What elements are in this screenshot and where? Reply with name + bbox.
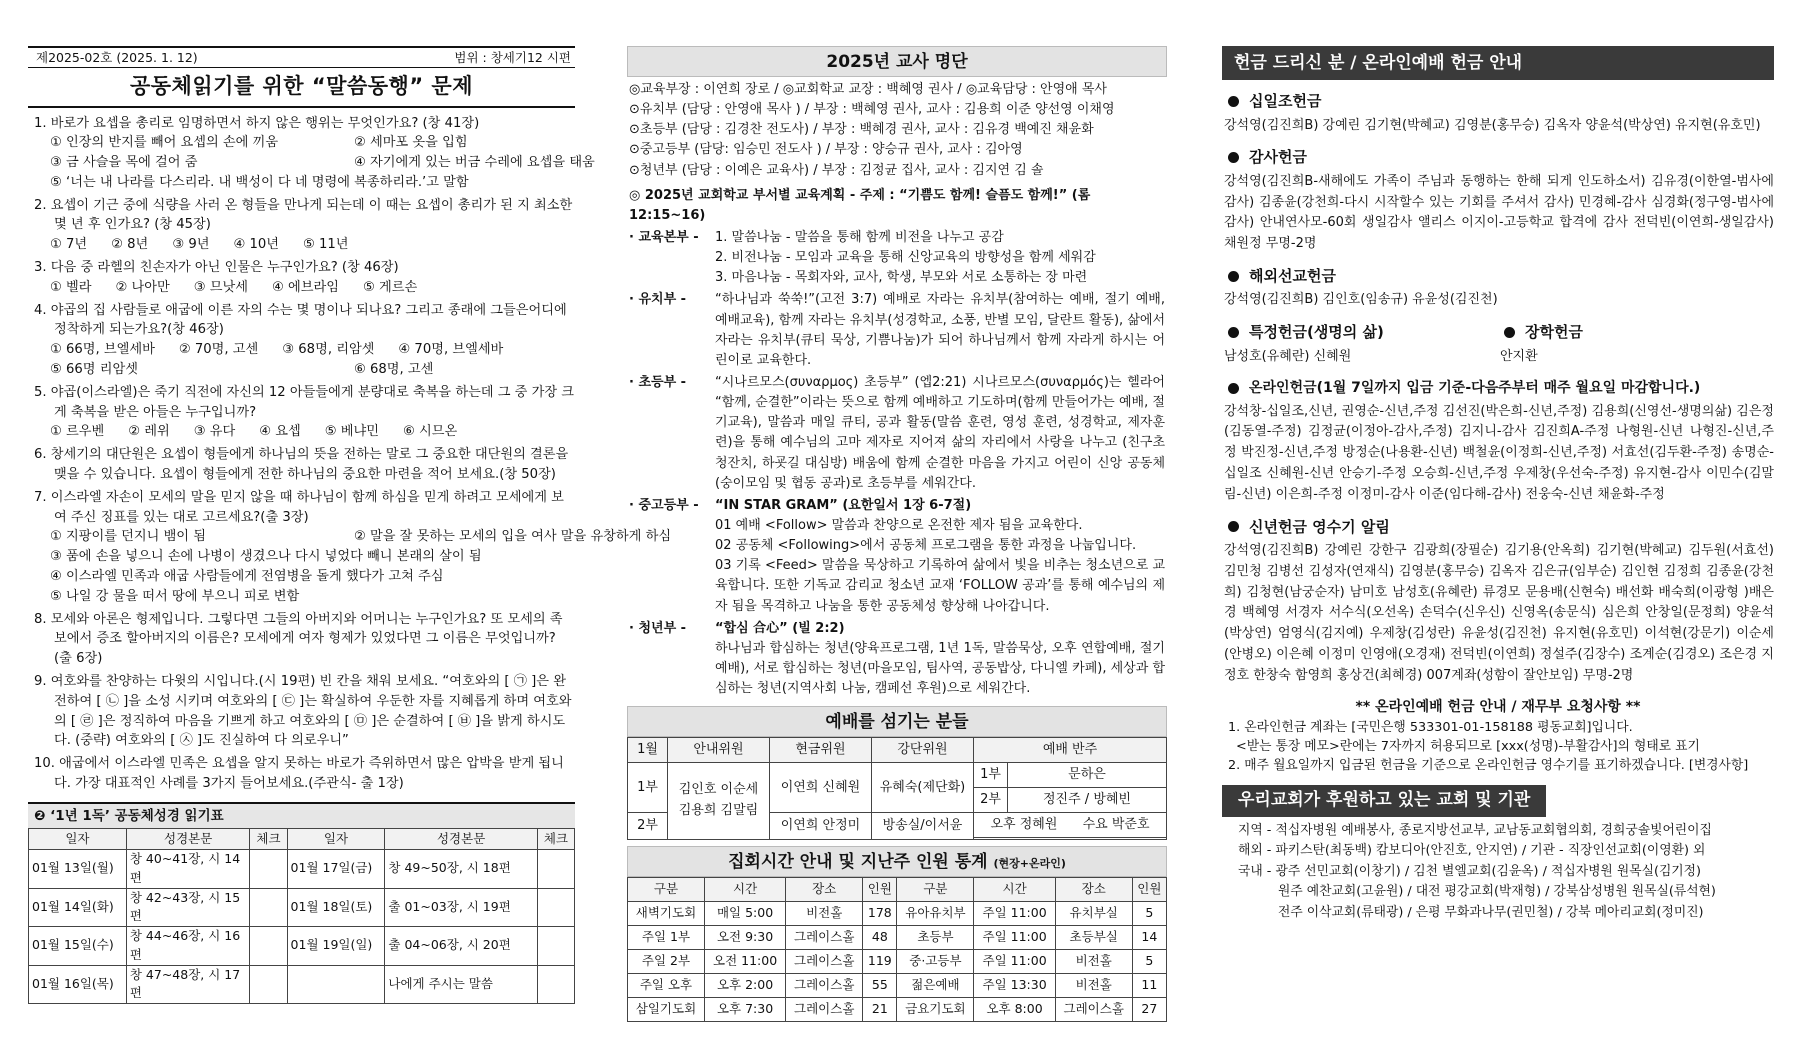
reading-header: 체크 (537, 829, 574, 850)
mission-heading: 해외선교헌금 (1222, 265, 1774, 288)
answer-option: ④ 에브라임 (271, 279, 339, 295)
question-text: 2. 요셉이 기근 중에 식량을 사러 온 형들을 만나게 되는데 이 때는 요셉이 총리가 된 지 최소한 몇 년 후 인가요? (창 45장) (34, 197, 573, 233)
dept-plan (629, 373, 1165, 494)
stats-cell: 21 (863, 998, 897, 1022)
servers-header: 강단위원 (872, 738, 974, 763)
reading-header: 일자 (29, 829, 127, 850)
scholarship-heading: 장학헌금 (1498, 321, 1774, 344)
servers-table (627, 737, 1167, 840)
stats-cell: 오후 8:00 (974, 998, 1055, 1022)
thanks-list: 강석영(김진희B-새해에도 가족이 주님과 동행하는 한해 되게 인도하소서) 김유경(이한열-범사에 감사) 김종윤(강천희-다시 시작할수 있는 기회를 주셔서 감사) 민경혜-감사 심경화(정구영-범사에 감사) 안내연사모-60회 생일감사 앨리스 이지이-고등학교 합격에 감사 전덕빈(이연희-생일감사) 채원정 무명-2명 (1224, 173, 1774, 252)
answer-option: ⑥ 시므온 (402, 424, 458, 440)
servers-header: 예배 반주 (974, 738, 1167, 763)
dept-name: · 교육본부 - (629, 229, 699, 245)
stats-cell: 중·고등부 (897, 950, 974, 974)
stats-cell: 삼일기도회 (628, 998, 705, 1022)
stats-header: 장소 (1055, 878, 1132, 902)
dept-plans (629, 228, 1165, 699)
attendance-table (627, 877, 1167, 1022)
teachers-column (627, 46, 1167, 1022)
issue-bar (28, 46, 575, 68)
online-list: 강석창-십일조,신년, 권영순-신년,주정 김선진(박은희-신년,주정) 김용희(신영선-생명의삶) 김은정(김동열-주정) 김정균(이정아-감사,주정) 김지니-감사 김진희A-주정 나형원-신년 나형진-신년,주정 박진정-신년,주정 방정순(나용환-신년) 백철윤(이정희-신년,주정) 서효선(김두환-주정) 송명순-십일조 신혜원-신년 안승기-주정 오승희-신년,주정 우제창(우선숙-주정) 유지현-감사 이민수(김말림-신년) 이은희-주정 이정미-감사 이준(임다해-감사) 전웅숙-신년 채윤화-주정 (1224, 403, 1774, 502)
stats-cell: 5 (1132, 950, 1166, 974)
stats-cell: 48 (863, 926, 897, 950)
offering-2: 이연희 안정미 (770, 813, 872, 840)
dept-name: · 청년부 - (629, 620, 687, 636)
stats-cell: 오전 9:30 (704, 926, 785, 950)
answer-options (28, 235, 575, 255)
stats-cell: 유치부실 (1055, 902, 1132, 926)
stats-header: 구분 (897, 878, 974, 902)
stats-title-text: 집회시간 안내 및 지난주 인원 통계 (728, 852, 988, 873)
answer-options (28, 587, 575, 607)
stats-header: 인원 (1132, 878, 1166, 902)
dept-name: · 유치부 - (629, 292, 687, 308)
answer-option: ① 66명, 브엘세바 (50, 342, 155, 358)
accompany-wed: 수요 박준호 (1082, 817, 1150, 833)
offering-1: 이연희 신혜원 (770, 763, 872, 813)
servers-title: 예배를 섬기는 분들 (627, 706, 1167, 737)
staff-list (627, 77, 1167, 184)
staff-line: ⊙유치부 (담당 : 안영애 목사 ) / 부장 : 백혜영 권사, 교사 : 김용희 이준 양선영 이채영 (629, 102, 1115, 118)
bullet-icon (1228, 96, 1239, 107)
stats-cell: 5 (1132, 902, 1166, 926)
reading-plan-title: ❷ ‘1년 1독’ 공동체성경 읽기표 (28, 802, 575, 828)
staff-line: ⊙청년부 (담당 : 이예은 교육사) / 부장 : 김정균 집사, 교사 : 김지연 김 솔 (629, 162, 1044, 178)
stats-cell: 오전 11:00 (704, 950, 785, 974)
stats-cell: 119 (863, 950, 897, 974)
stats-cell: 주일 11:00 (974, 926, 1055, 950)
answer-option: ④ 요셉 (259, 424, 301, 440)
bullet-icon (1504, 327, 1515, 338)
reading-header: 체크 (250, 829, 287, 850)
offering-title: 헌금 드리신 분 / 온라인예배 헌금 안내 (1222, 46, 1774, 80)
answer-options (28, 173, 575, 193)
reading-header: 성경본문 (126, 829, 250, 850)
bullet-icon (1228, 327, 1239, 338)
dept-plan-line: 하나님과 합심하는 청년(양육프로그램, 1년 1독, 말씀묵상, 오후 연합예배, 절기예배), 서로 합심하는 청년(마을모임, 팀사역, 공동밥상, 다니엘 카페), 세상과 합심하는 청년(지역사회 나눔, 캠페선 후원)으로 세워간다. (715, 640, 1165, 697)
check-cell[interactable] (250, 965, 287, 1004)
reading-header: 성경본문 (385, 829, 537, 850)
service-2: 2부 (628, 813, 668, 840)
special-list: 남성호(유혜란) 신혜원 (1224, 348, 1352, 364)
reading-cell: 창 44~46장, 시 16편 (126, 927, 250, 966)
dept-plan-line: “IN STAR GRAM” (요한일서 1장 6-7절) (715, 497, 972, 513)
table-row (628, 950, 1167, 974)
newyear-list: 강석영(김진희B) 강예린 강한구 김광희(장필순) 김기용(안옥희) 김기현(박혜교) 김두원(서효선) 김민청 김병선 김성자(연재식) 김영분(홍무승) 김옥자 김은규(임부순) 김인현 김정희 김종윤(강천희) 김청현(남궁순자) 남미호 남성호(유혜란) 류경모 문용배(신현숙) 배선화 배숙희(이광형 )배은경 백혜영 서경자 서수식(오선옥) 손덕수(신우신) 신영옥(송문식) 심은희 안창일(문정희) 양윤석(박상연) 엄영식(김지예) 우제창(김성란) 유윤성(김진천) 유지현(유호민) 이석현(강문기) 이순세(안병오) 이은혜 이정미 인영애(오경재) 전덕빈(이연희) 정설주(김장수) 조계순(김경오) 조은경 지정호 한창숙 함영희 홍상건(최혜경) 007계좌(성함이 잘안보임) 무명-2명 (1224, 543, 1774, 683)
question-text: 7. 이스라엘 자손이 모세의 말을 믿지 않을 때 하나님이 함께 하심을 믿게 하려고 모세에게 보여 주신 징표를 있는 대로 고르세요?(출 3장) (34, 489, 564, 525)
answer-option: ③ 금 사슬을 목에 걸어 줌 (50, 155, 198, 171)
support-overseas: 해외 - 파키스탄(최동백) 캄보디아(안진호, 안지연) / 기관 - 직장인선교회(이영환) 외 (1238, 843, 1706, 859)
answer-option: ② 8년 (111, 237, 149, 253)
stats-cell: 주일 1부 (628, 926, 705, 950)
special-heading: 특정헌금(생명의 삶) (1222, 321, 1498, 344)
answer-option: ③ 품에 손을 넣으니 손에 나병이 생겼으나 다시 넣었다 빼니 본래의 살이 됨 (50, 549, 482, 565)
answer-option: ⑤ 게르손 (362, 279, 418, 295)
check-cell[interactable] (537, 850, 574, 889)
stats-cell: 주일 2부 (628, 950, 705, 974)
reading-cell (287, 965, 385, 1004)
stats-cell: 55 (863, 974, 897, 998)
dept-plan-line: 02 공동체 <Following>에서 공동체 프로그램을 통한 과정을 나눕입니다. (715, 538, 1137, 554)
answer-option: ④ 10년 (233, 237, 280, 253)
reading-range: 범위 : 창세기12 시편 (454, 50, 571, 65)
stats-header: 장소 (786, 878, 863, 902)
table-row (628, 902, 1167, 926)
issue-number: 제2025-02호 (2025. 1. 12) (36, 50, 198, 65)
guide-names: 김인호 이순세 김용희 김말림 (668, 763, 770, 840)
answer-option: ③ 68명, 리암셋 (282, 342, 375, 358)
dept-plan-line: “하나님과 쑥쑥!”(고전 3:7) 예배로 자라는 유치부(참여하는 예배, 절기 예배, 예배교육), 함께 자라는 유치부(성경학교, 소풍, 반별 모임, 달란트 활동), 삶에서 자라는 유치부(큐티 묵상, 기쁨나눔)가 되어 하나님께서 함께 자라게 하시는 어린이로 교육한다. (715, 292, 1165, 368)
answer-option: ⑤ 나일 강 물을 떠서 땅에 부으니 피로 변함 (50, 588, 300, 604)
stats-cell: 주일 11:00 (974, 950, 1055, 974)
stats-cell: 그레이스홀 (786, 998, 863, 1022)
table-row (628, 926, 1167, 950)
reading-cell: 출 04~06장, 시 20편 (385, 927, 537, 966)
dept-plan-line: 03 기록 <Feed> 말씀을 묵상하고 기록하여 삶에서 빛을 비추는 청소년으로 교육합니다. 또한 기독교 감리교 청소년 교재 ‘FOLLOW 공과’를 통해 예수님의 제자 됨을 목격하고 나눔을 통한 공동체성 향상해 나아갑니다. (715, 558, 1165, 614)
question-item (28, 754, 575, 794)
reading-cell: 창 42~43장, 시 15편 (126, 888, 250, 927)
tithe-list: 강석영(김진희B) 강예린 김기현(박혜교) 김영분(홍무승) 김옥자 양윤석(박상연) 유지현(유호민) (1224, 117, 1761, 133)
answer-option: ④ 70명, 브엘세바 (398, 342, 504, 358)
question-item (28, 610, 575, 669)
stats-cell: 그레이스홀 (1055, 998, 1132, 1022)
answer-option: ③ 유다 (193, 424, 236, 440)
answer-option: ④ 이스라엘 민족과 애굽 사람들에게 전염병을 돌게 했다가 고쳐 주심 (50, 569, 444, 585)
stats-cell: 주일 11:00 (974, 902, 1055, 926)
altar-2: 방송실/이서윤 (872, 813, 974, 840)
question-text: 5. 야곱(이스라엘)은 죽기 직전에 자신의 12 아들들에게 분량대로 축복을 하는데 그 중 가장 크게 축복을 받은 아들은 누구입니까? (34, 384, 575, 420)
stats-cell: 젊은예배 (897, 974, 974, 998)
answer-options (28, 422, 575, 442)
reading-cell: 창 47~48장, 시 17편 (126, 965, 250, 1004)
support-domestic-2: 원주 예찬교회(고윤원) / 대전 평강교회(박재형) / 강북삼성병원 원목실(류석현) (1278, 884, 1716, 900)
reading-cell: 01월 18일(토) (287, 888, 385, 927)
stats-header: 구분 (628, 878, 705, 902)
thanks-heading: 감사헌금 (1222, 146, 1774, 169)
check-cell[interactable] (250, 927, 287, 966)
table-row (29, 850, 575, 889)
question-item (28, 196, 575, 255)
staff-line: ⊙초등부 (담당 : 김경찬 전도사) / 부장 : 백혜경 권사, 교사 : 김유경 백예진 채윤화 (629, 122, 1094, 138)
stats-cell: 유아유치부 (897, 902, 974, 926)
check-cell[interactable] (250, 888, 287, 927)
answer-option: ⑤ 66명 리암셋 (50, 362, 138, 378)
answer-option: ⑥ 68명, 고센 (354, 362, 434, 378)
question-item (28, 114, 595, 193)
question-text: 9. 여호와를 찬양하는 다윗의 시입니다.(시 19편) 빈 칸을 채워 보세요. “여호와의 [ ㉠ ]은 완전하여 [ ㉡ ]을 소성 시키며 여호와의 [ ㉢ ]는 확실하여 우둔한 자를 지혜롭게 하며 여호와의 [ ㉣ ]은 정직하여 마음을 기쁘게 하고 여호와의 [ ㉤ ]은 순결하여 [ ㉥ ]을 밝게 하시도다. (중략) 여호와의 [ ㉦ ]도 진실하여 다 의로우니” (34, 674, 572, 749)
notice-receipt: 2. 매주 월요일까지 입금된 헌금을 기준으로 온라인헌금 영수기를 표기하겠습니다. [변경사항] (1228, 758, 1749, 774)
reading-cell: 출 01~03장, 시 19편 (385, 888, 537, 927)
answer-option: ⑤ ‘너는 내 나라를 다스리라. 내 백성이 다 네 명령에 복종하리라.’고 말함 (50, 174, 469, 190)
dept-plan-line: 01 예배 <Follow> 말씀과 찬양으로 온전한 제자 됨을 교육한다. (715, 517, 1083, 533)
dept-name: · 초등부 - (629, 374, 687, 390)
reading-cell: 나에게 주시는 말씀 (385, 965, 537, 1004)
dept-plan-line: 1. 말씀나눔 - 말씀을 통해 함께 비전을 나누고 공감 (715, 229, 1004, 245)
service-1: 1부 (628, 763, 668, 813)
table-row (29, 965, 575, 1004)
stats-cell: 비전홀 (786, 902, 863, 926)
reading-table (28, 828, 575, 1004)
online-heading: 온라인헌금(1월 7일까지 입금 기준-다음주부터 매주 월요일 마감합니다.) (1222, 378, 1774, 399)
question-text: 1. 바로가 요셉을 총리로 임명하면서 하지 않은 행위는 무엇인가요? (창 41장) (34, 115, 480, 131)
dept-plan-line: 3. 마음나눔 - 목회자와, 교사, 학생, 부모와 서로 소통하는 장 마련 (715, 270, 1088, 286)
reading-cell: 01월 19일(일) (287, 927, 385, 966)
question-item (28, 383, 575, 442)
answer-options (28, 340, 575, 360)
stats-cell: 비전홀 (1055, 974, 1132, 998)
support-domestic-3: 전주 이삭교회(류태광) / 은평 무화과나무(권민철) / 강북 메아리교회(정미진) (1278, 904, 1704, 920)
stats-cell: 비전홀 (1055, 950, 1132, 974)
question-item (28, 301, 575, 380)
scholarship-list: 안지환 (1500, 348, 1538, 364)
accompany-part-1: 1부 (974, 763, 1008, 788)
table-row (29, 927, 575, 966)
staff-title: 2025년 교사 명단 (627, 46, 1167, 77)
stats-cell: 27 (1132, 998, 1166, 1022)
question-text: 8. 모세와 아론은 형제입니다. 그렇다면 그들의 아버지와 어머니는 누구인가요? 또 모세의 족보에서 증조 할아버지의 이름은? 모세에게 여자 형제가 있었다면 그 이름은 무엇입니까? (출 6장) (34, 611, 563, 667)
dept-plan-line: 2. 비전나눔 - 모임과 교육을 통해 신앙교육의 방향성을 함께 세워감 (715, 250, 1096, 266)
stats-cell: 오후 2:00 (704, 974, 785, 998)
stats-cell: 오후 7:30 (704, 998, 785, 1022)
answer-option: ① 르우벤 (50, 424, 105, 440)
quiz-title: 공동체읽기를 위한 “말씀동행” 문제 (28, 68, 575, 108)
answer-option: ① 벨라 (50, 279, 92, 295)
answer-option: ② 말을 잘 못하는 모세의 입을 여사 말을 유창하게 하심 (354, 529, 672, 545)
notice-memo: <받는 통장 메모>란에는 7자까지 허용되므로 [xxx(성명)-부활감사]의 형태로 표기 (1236, 738, 1700, 754)
stats-cell: 금요기도회 (897, 998, 974, 1022)
stats-cell: 그레이스홀 (786, 974, 863, 998)
answer-option: ④ 자기에게 있는 버금 수레에 요셉을 태움 (354, 155, 595, 171)
reading-cell: 01월 16일(목) (29, 965, 127, 1004)
dept-plan-line: “합심 合心” (빌 2:2) (715, 620, 845, 636)
question-item (28, 672, 575, 751)
notice-account: 1. 온라인헌금 계좌는 [국민은행 533301-01-158188 평동교회]입니다. (1228, 719, 1633, 735)
support-title: 우리교회가 후원하고 있는 교회 및 기관 (1222, 785, 1546, 817)
stats-title (627, 846, 1167, 877)
offering-column (1222, 46, 1774, 923)
dept-plan (629, 228, 1165, 288)
mission-list: 강석영(김진희B) 김인호(임송규) 유윤성(김진천) (1224, 292, 1498, 308)
support-domestic: 국내 - 광주 선민교회(이창기) / 김천 별엘교회(김윤옥) / 적십자병원 원목실(김기정) (1238, 863, 1702, 879)
staff-line: ◎교육부장 : 이연희 장로 / ◎교회학교 교장 : 백혜영 권사 / ◎교육담당 : 안영애 목사 (629, 82, 1107, 97)
stats-header: 인원 (863, 878, 897, 902)
bullet-icon (1228, 521, 1239, 532)
stats-header: 시간 (704, 878, 785, 902)
accompany-pm: 오후 정혜원 (990, 817, 1058, 833)
accompany-name-2: 정진주 / 방혜빈 (1008, 788, 1167, 813)
check-cell[interactable] (537, 927, 574, 966)
answer-option: ① 인장의 반지를 빼어 요셉의 손에 끼움 (50, 135, 279, 151)
accompany-part-2: 2부 (974, 788, 1008, 813)
reading-cell: 창 40~41장, 시 14편 (126, 850, 250, 889)
stats-cell: 14 (1132, 926, 1166, 950)
table-row (29, 888, 575, 927)
stats-cell: 그레이스홀 (786, 926, 863, 950)
reading-cell: 창 49~50장, 시 18편 (385, 850, 537, 889)
answer-option: ② 70명, 고센 (178, 342, 259, 358)
answer-options (28, 360, 575, 380)
stats-cell: 주일 오후 (628, 974, 705, 998)
dept-plan (629, 290, 1165, 371)
bullet-icon (1228, 271, 1239, 282)
question-text: 3. 다음 중 라헬의 친손자가 아닌 인물은 누구인가요? (창 46장) (34, 260, 399, 276)
stats-cell: 그레이스홀 (786, 950, 863, 974)
dept-plan (629, 496, 1165, 617)
answer-options (28, 547, 575, 567)
answer-options (28, 153, 595, 173)
answer-option: ② 나아만 (115, 279, 170, 295)
stats-cell: 11 (1132, 974, 1166, 998)
answer-option: ① 지팡이를 던지니 뱀이 됨 (50, 529, 206, 545)
reading-header: 일자 (287, 829, 385, 850)
answer-option: ③ 9년 (172, 237, 210, 253)
accompany-name-1: 문하은 (1008, 763, 1167, 788)
notice-title: ** 온라인예배 헌금 안내 / 재무부 요청사항 ** (1355, 698, 1641, 715)
dept-plan (629, 619, 1165, 700)
question-text: 4. 야곱의 집 사람들로 애굽에 이른 자의 수는 몇 명이나 되나요? 그리고 종래에 그들은어디에 정착하게 되는가요?(창 46장) (34, 302, 567, 338)
question-item (28, 258, 575, 298)
reading-cell: 01월 13일(월) (29, 850, 127, 889)
answer-options (28, 527, 672, 547)
answer-options (28, 133, 575, 153)
staff-line: ⊙중고등부 (담당: 임승민 전도사 ) / 부장 : 양승규 권사, 교사 : 김아영 (629, 142, 1023, 158)
check-cell[interactable] (537, 965, 574, 1004)
reading-cell: 01월 17일(금) (287, 850, 385, 889)
stats-subtitle: (현장+온라인) (993, 857, 1066, 871)
plan-title: ◎ 2025년 교회학교 부서별 교육계획 - 주제 : “기쁨도 함께! 슬픔도 함께!” (롬12:15~16) (629, 187, 1091, 223)
table-row (628, 974, 1167, 998)
answer-option: ⑤ 베냐민 (324, 424, 379, 440)
answer-option: ① 7년 (50, 237, 88, 253)
answer-option: ③ 므낫세 (193, 279, 248, 295)
table-row (628, 998, 1167, 1022)
question-text: 6. 창세기의 대단원은 요셉이 형들에게 하나님의 뜻을 전하는 말로 그 중요한 대단원의 결론을 맺을 수 있습니다. 요셉이 형들에게 전한 하나님의 중요한 마련을 적어 보세요.(창 50장) (34, 447, 569, 483)
question-text: 10. 애굽에서 이스라엘 민족은 요셉을 알지 못하는 바로가 즉위하면서 많은 압박을 받게 됩니다. 가장 대표적인 사례를 3가지 들어보세요.(주관식- 출 1장) (34, 756, 564, 791)
check-cell[interactable] (537, 888, 574, 927)
altar-1: 유혜숙(제단화) (872, 763, 974, 813)
stats-cell: 매일 5:00 (704, 902, 785, 926)
support-local: 지역 - 적십자병원 예배봉사, 종로지방선교부, 교남동교회협의회, 경희궁솔빛어린이집 (1238, 822, 1712, 838)
stats-cell: 초등부실 (1055, 926, 1132, 950)
answer-option: ⑤ 11년 (303, 237, 349, 253)
answer-option: ② 레위 (128, 424, 170, 440)
bullet-icon (1228, 383, 1239, 394)
accompany-pm-wed (974, 813, 1167, 838)
question-item (28, 445, 575, 485)
dept-name: · 중고등부 - (629, 497, 699, 513)
servers-header: 안내위원 (668, 738, 770, 763)
newyear-heading: 신년헌금 영수기 알림 (1222, 516, 1774, 539)
reading-cell: 01월 14일(화) (29, 888, 127, 927)
answer-options (28, 278, 575, 298)
dept-plan-line: “시나르모스(συναρμος) 초등부” (엡2:21) 시나르모스(συναρμός)는 헬라어 “함께, 순결한”이라는 뜻으로 함께 예배하고 기도하며(함께 만들어가는 예배, 절기교육), 말씀과 매일 큐티, 공과 활동(말씀 훈련, 영성 훈련, 성경학교, 제자훈련)을 통해 예수님의 고마 제자로 지어져 삶의 자리에서 사랑을 나누고 (친구초청잔치, 하굣길 대심방) 배움에 함께 순결한 마음을 가지고 어린이 신앙 공동체(숭이모임 및 협동 공과)로 초등부를 세워간다. (715, 374, 1165, 491)
tithe-heading: 십일조헌금 (1222, 90, 1774, 113)
answer-option: ② 세마포 옷을 입힘 (354, 135, 468, 151)
answer-options (28, 567, 575, 587)
bullet-icon (1228, 152, 1239, 163)
stats-cell: 새벽기도회 (628, 902, 705, 926)
stats-cell: 주일 13:30 (974, 974, 1055, 998)
check-cell[interactable] (250, 850, 287, 889)
stats-header: 시간 (974, 878, 1055, 902)
reading-cell: 01월 15일(수) (29, 927, 127, 966)
servers-header: 1월 (628, 738, 668, 763)
servers-header: 현금위원 (770, 738, 872, 763)
stats-cell: 초등부 (897, 926, 974, 950)
stats-cell: 178 (863, 902, 897, 926)
